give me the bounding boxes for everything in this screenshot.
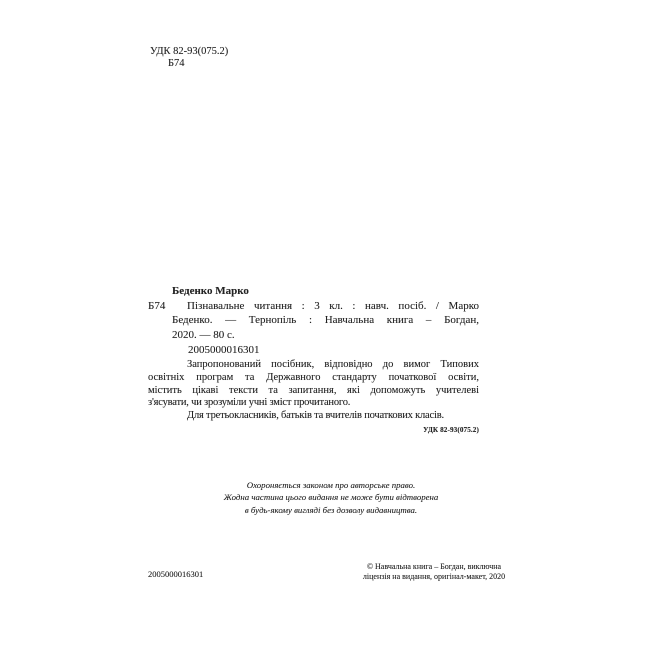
annotation-audience-line: Для третьокласників, батьків та вчителів початкових класів. bbox=[187, 410, 444, 422]
bibliographic-entry bbox=[148, 284, 479, 358]
bibliographic-line: Пізнавальне читання : 3 кл. : навч. посіб. / Марко bbox=[187, 299, 479, 312]
bibliographic-first-row bbox=[148, 299, 479, 314]
bibliographic-line: Беденко. — Тернопіль : Навчальна книга – Богдан, bbox=[172, 314, 479, 326]
legal-notice-line: в будь-якому вигляді без дозволу видавництва. bbox=[244, 504, 418, 515]
bibliographic-line: 2020. — 80 с. bbox=[172, 328, 235, 341]
udk-classification-block bbox=[150, 46, 228, 69]
legal-notice bbox=[166, 479, 496, 516]
annotation-paragraph bbox=[148, 359, 479, 435]
author-name: Беденко Марко bbox=[172, 285, 249, 297]
annotation-line: Запропонований посібник, відповідно до вимог Типових bbox=[187, 359, 479, 370]
annotation-line: містить цікаві тексти та запитання, які допоможуть учителеві bbox=[148, 384, 479, 396]
annotation-line: з'ясувати, чи зрозуміли учні зміст прочитаного. bbox=[148, 397, 351, 409]
footer-isbn: 2005000016301 bbox=[148, 569, 204, 579]
udk-number: УДК 82-93(075.2) bbox=[150, 46, 229, 57]
legal-notice-line: Охороняється законом про авторське право. bbox=[246, 480, 416, 490]
isbn-number: 2005000016301 bbox=[188, 344, 260, 356]
udk-number-small: УДК 82-93(075.2) bbox=[423, 425, 479, 434]
author-mark: Б74 bbox=[168, 57, 185, 69]
publisher-copyright-line: ліцензія на видання, оригінал-макет, 2020 bbox=[362, 571, 506, 581]
legal-notice-line: Жодна частина цього видання не може бути відтворена bbox=[223, 492, 439, 503]
author-mark-label: Б74 bbox=[148, 299, 166, 312]
annotation-line: освітніх програм та Державного стандарту початкової освіти, bbox=[148, 371, 479, 383]
publisher-copyright-line: © Навчальна книга – Богдан, виключна bbox=[366, 562, 502, 571]
publisher-copyright bbox=[349, 562, 519, 582]
